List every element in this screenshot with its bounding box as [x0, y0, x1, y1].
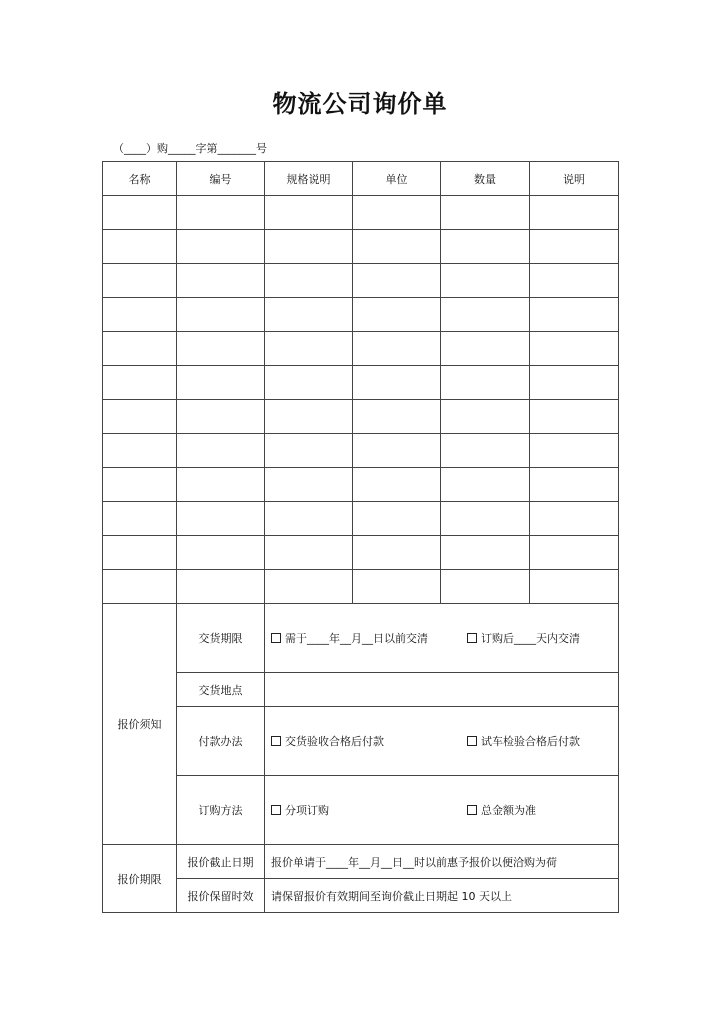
checkbox-icon[interactable]	[271, 805, 281, 815]
cell-code[interactable]	[177, 502, 265, 536]
cell-spec[interactable]	[265, 536, 353, 570]
header-code: 编号	[177, 162, 265, 196]
cell-code[interactable]	[177, 196, 265, 230]
cell-spec[interactable]	[265, 230, 353, 264]
checkbox-icon[interactable]	[467, 805, 477, 815]
table-row	[103, 298, 619, 332]
cell-unit[interactable]	[353, 230, 441, 264]
quote-deadline-text[interactable]: 报价单请于____年__月__日__时以前惠予报价以便洽购为荷	[265, 845, 619, 879]
header-remark: 说明	[530, 162, 619, 196]
cell-name[interactable]	[103, 332, 177, 366]
table-row	[103, 230, 619, 264]
header-row	[103, 162, 619, 196]
cell-code[interactable]	[177, 366, 265, 400]
cell-code[interactable]	[177, 434, 265, 468]
table-row	[103, 400, 619, 434]
header-spec: 规格说明	[265, 162, 353, 196]
cell-name[interactable]	[103, 400, 177, 434]
table-row	[103, 332, 619, 366]
cell-code[interactable]	[177, 468, 265, 502]
notice-section-label: 报价须知	[103, 604, 177, 845]
cell-remark[interactable]	[530, 400, 619, 434]
checkbox-icon[interactable]	[467, 633, 477, 643]
cell-remark[interactable]	[530, 298, 619, 332]
payment-method-options	[265, 707, 619, 776]
cell-name[interactable]	[103, 230, 177, 264]
cell-remark[interactable]	[530, 196, 619, 230]
table-row	[103, 468, 619, 502]
cell-spec[interactable]	[265, 502, 353, 536]
notice-row-order-method	[103, 776, 619, 845]
cell-quantity[interactable]	[441, 332, 530, 366]
inquiry-table	[102, 161, 619, 913]
notice-row-payment	[103, 707, 619, 776]
cell-quantity[interactable]	[441, 536, 530, 570]
cell-quantity[interactable]	[441, 502, 530, 536]
delivery-place-label: 交货地点	[177, 673, 265, 707]
cell-quantity[interactable]	[441, 468, 530, 502]
cell-spec[interactable]	[265, 434, 353, 468]
checkbox-icon[interactable]	[467, 736, 477, 746]
cell-code[interactable]	[177, 400, 265, 434]
cell-quantity[interactable]	[441, 366, 530, 400]
header-name: 名称	[103, 162, 177, 196]
cell-unit[interactable]	[353, 468, 441, 502]
cell-spec[interactable]	[265, 468, 353, 502]
cell-spec[interactable]	[265, 264, 353, 298]
cell-code[interactable]	[177, 536, 265, 570]
cell-unit[interactable]	[353, 332, 441, 366]
cell-spec[interactable]	[265, 298, 353, 332]
cell-unit[interactable]	[353, 434, 441, 468]
cell-unit[interactable]	[353, 366, 441, 400]
page-title: 物流公司询价单	[272, 90, 448, 118]
cell-unit[interactable]	[353, 536, 441, 570]
table-row	[103, 434, 619, 468]
cell-unit[interactable]	[353, 196, 441, 230]
table-row	[103, 502, 619, 536]
delivery-term-label: 交货期限	[177, 604, 265, 673]
checkbox-icon[interactable]	[271, 736, 281, 746]
cell-name[interactable]	[103, 298, 177, 332]
cell-quantity[interactable]	[441, 400, 530, 434]
cell-remark[interactable]	[530, 264, 619, 298]
cell-name[interactable]	[103, 536, 177, 570]
cell-unit[interactable]	[353, 502, 441, 536]
cell-remark[interactable]	[530, 536, 619, 570]
delivery-term-options	[265, 604, 619, 673]
cell-name[interactable]	[103, 196, 177, 230]
order-method-label: 订购方法	[177, 776, 265, 845]
cell-quantity[interactable]	[441, 230, 530, 264]
delivery-by-date-option[interactable]: 需于____年__月__日以前交清	[271, 630, 428, 646]
cell-name[interactable]	[103, 264, 177, 298]
itemized-order-option[interactable]: 分项订购	[271, 802, 329, 818]
notice-row-delivery-term	[103, 604, 619, 673]
quote-validity-label: 报价保留时效	[177, 879, 265, 913]
cell-remark[interactable]	[530, 502, 619, 536]
cell-name[interactable]	[103, 502, 177, 536]
document-number-line: （____）购_____字第_______号	[113, 142, 267, 155]
cell-unit[interactable]	[353, 264, 441, 298]
cell-quantity[interactable]	[441, 298, 530, 332]
payment-method-label: 付款办法	[177, 707, 265, 776]
cell-name[interactable]	[103, 434, 177, 468]
cell-remark[interactable]	[530, 332, 619, 366]
cell-code[interactable]	[177, 332, 265, 366]
checkbox-icon[interactable]	[271, 633, 281, 643]
cell-remark[interactable]	[530, 366, 619, 400]
cell-code[interactable]	[177, 230, 265, 264]
quote-validity-text[interactable]: 请保留报价有效期间至询价截止日期起 10 天以上	[265, 879, 619, 913]
cell-remark[interactable]	[530, 434, 619, 468]
cell-remark[interactable]	[530, 230, 619, 264]
period-row-deadline	[103, 845, 619, 879]
order-method-options	[265, 776, 619, 845]
cell-name[interactable]	[103, 570, 177, 604]
table-row	[103, 196, 619, 230]
cell-spec[interactable]	[265, 366, 353, 400]
cell-spec[interactable]	[265, 332, 353, 366]
delivery-after-order-option[interactable]: 订购后____天内交清	[467, 630, 580, 646]
total-amount-option[interactable]: 总金额为准	[467, 802, 536, 818]
cell-quantity[interactable]	[441, 264, 530, 298]
cell-quantity[interactable]	[441, 434, 530, 468]
cell-name[interactable]	[103, 366, 177, 400]
header-quantity: 数量	[441, 162, 530, 196]
period-row-validity	[103, 879, 619, 913]
pay-after-test-run-option[interactable]: 试车检验合格后付款	[467, 733, 580, 749]
quote-deadline-label: 报价截止日期	[177, 845, 265, 879]
table-row	[103, 536, 619, 570]
cell-spec[interactable]	[265, 400, 353, 434]
pay-after-acceptance-option[interactable]: 交货验收合格后付款	[271, 733, 384, 749]
period-section-label: 报价期限	[103, 845, 177, 913]
cell-name[interactable]	[103, 468, 177, 502]
cell-code[interactable]	[177, 570, 265, 604]
cell-spec[interactable]	[265, 196, 353, 230]
cell-unit[interactable]	[353, 400, 441, 434]
cell-code[interactable]	[177, 298, 265, 332]
cell-code[interactable]	[177, 264, 265, 298]
cell-remark[interactable]	[530, 468, 619, 502]
cell-quantity[interactable]	[441, 196, 530, 230]
header-unit: 单位	[353, 162, 441, 196]
cell-unit[interactable]	[353, 298, 441, 332]
table-row	[103, 264, 619, 298]
table-row	[103, 366, 619, 400]
